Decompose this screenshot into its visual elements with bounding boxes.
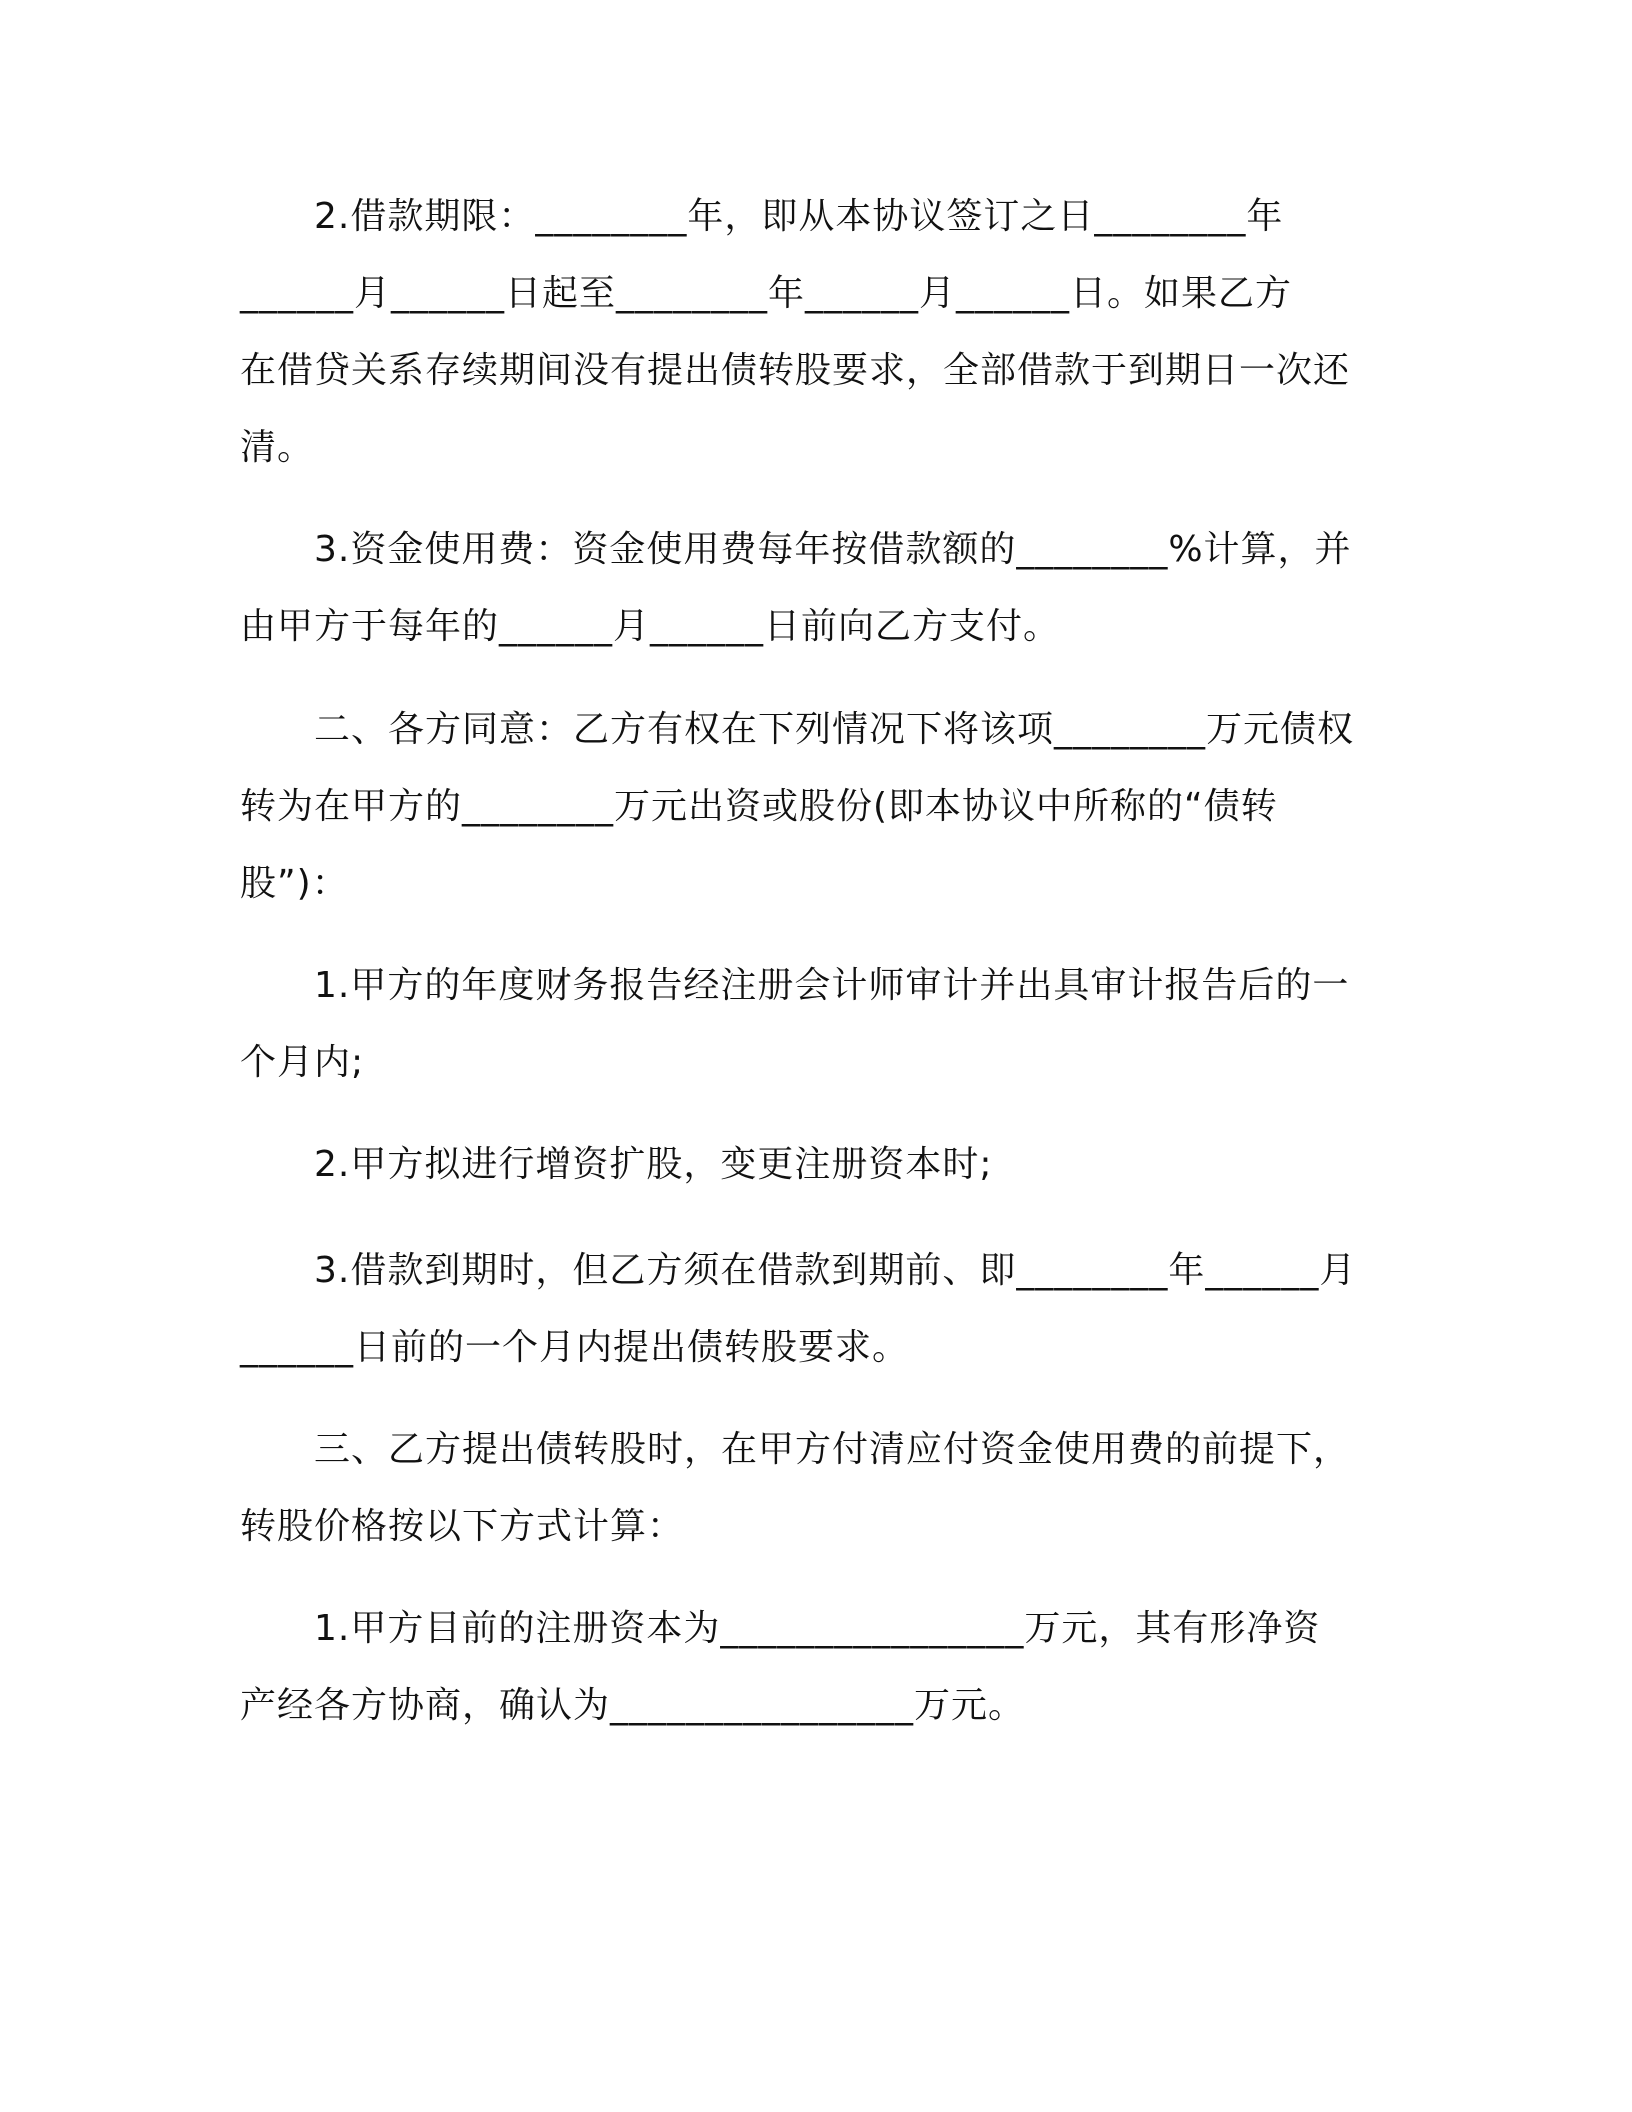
text-line: 清。 bbox=[240, 427, 315, 468]
paragraph-usage-fee bbox=[240, 511, 1390, 665]
text-line: 产经各方协商，确认为________________万元。 bbox=[240, 1685, 1026, 1726]
text-line: 股”)： bbox=[240, 863, 349, 904]
text-line: 二、各方同意：乙方有权在下列情况下将该项________万元债权 bbox=[314, 709, 1355, 750]
paragraph-loan-term bbox=[240, 178, 1390, 486]
paragraph-case-1 bbox=[240, 947, 1390, 1101]
text-line: 3.借款到期时，但乙方须在借款到期前、即________年______月 bbox=[314, 1250, 1357, 1291]
text-line: 在借贷关系存续期间没有提出债转股要求，全部借款于到期日一次还 bbox=[240, 350, 1351, 391]
text-line: 1.甲方目前的注册资本为________________万元，其有形净资 bbox=[314, 1608, 1321, 1649]
text-line: ______日前的一个月内提出债转股要求。 bbox=[240, 1327, 910, 1368]
paragraph-registered-capital bbox=[240, 1590, 1390, 1744]
text-line: ______月______日起至________年______月______日。如果乙方 bbox=[240, 273, 1293, 314]
paragraph-case-2 bbox=[240, 1126, 1390, 1203]
text-line: 2.甲方拟进行增资扩股，变更注册资本时; bbox=[314, 1144, 993, 1185]
paragraph-conversion-price bbox=[240, 1411, 1390, 1565]
text-line: 1.甲方的年度财务报告经注册会计师审计并出具审计报告后的一 bbox=[314, 965, 1350, 1006]
text-line: 转股价格按以下方式计算： bbox=[240, 1506, 685, 1547]
text-line: 转为在甲方的________万元出资或股份(即本协议中所称的“债转 bbox=[240, 786, 1278, 827]
text-line: 三、乙方提出债转股时，在甲方付清应付资金使用费的前提下， bbox=[314, 1429, 1351, 1470]
text-line: 由甲方于每年的______月______日前向乙方支付。 bbox=[240, 606, 1061, 647]
text-line: 3.资金使用费：资金使用费每年按借款额的________%计算，并 bbox=[314, 529, 1352, 570]
text-line: 个月内; bbox=[240, 1042, 365, 1083]
text-line: 2.借款期限：________年，即从本协议签订之日________年 bbox=[314, 196, 1284, 237]
paragraph-case-3 bbox=[240, 1232, 1390, 1386]
paragraph-parties-agree bbox=[240, 691, 1390, 922]
